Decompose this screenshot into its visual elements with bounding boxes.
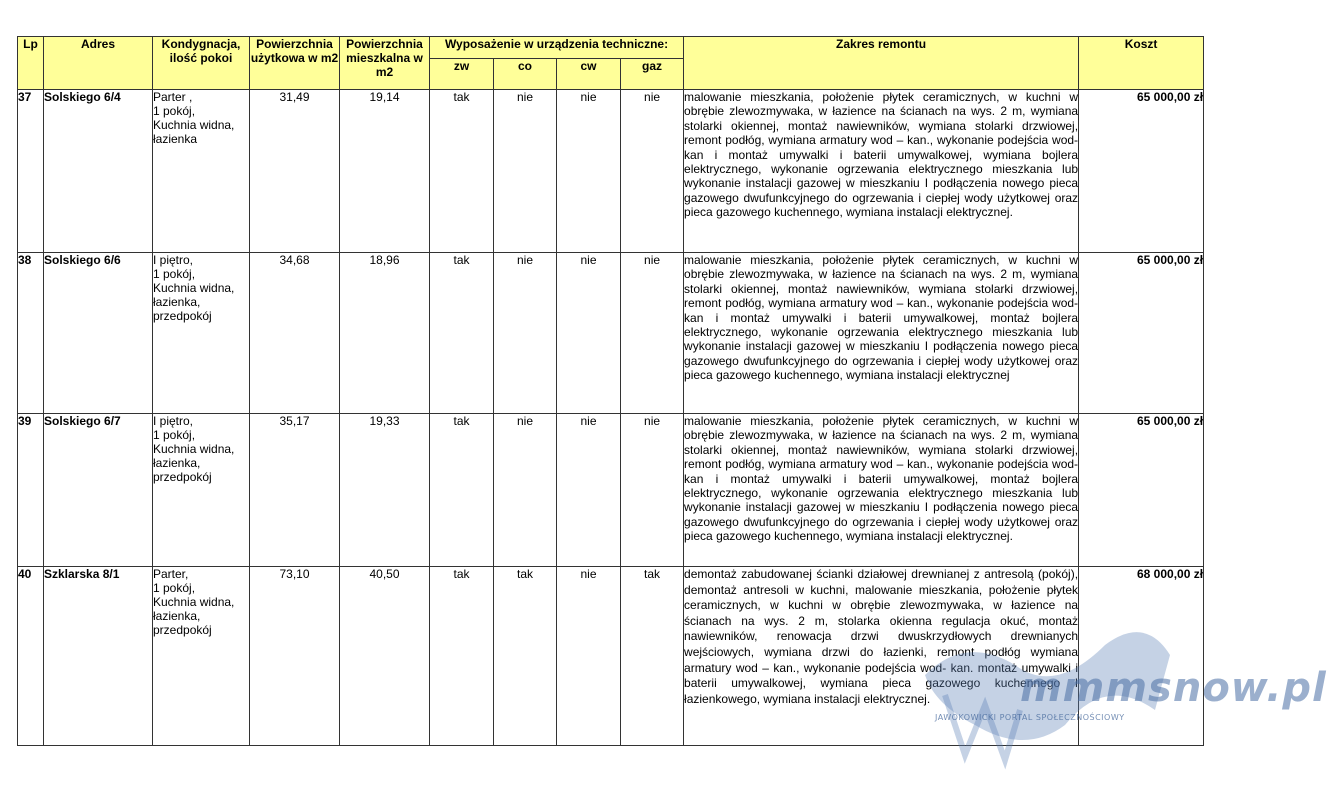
row-co: nie <box>494 414 557 567</box>
row-cw: nie <box>557 414 621 567</box>
header-co: co <box>494 59 557 90</box>
row-co: nie <box>494 90 557 253</box>
row-gaz: nie <box>621 253 684 414</box>
row-cw: nie <box>557 90 621 253</box>
row-co: nie <box>494 253 557 414</box>
row-zakres: malowanie mieszkania, położenie płytek ceramicznych, w kuchni w obrębie zlewozmywaka, w łazience na ścianach na wys. 2 m, wymiana stolarki okiennej, montaż nawiewników, wymiana stolarki drzwiowej, remont podłóg, wymiana armatury wod – kan., wykonanie podejścia wod- kan i montaż umywalki i baterii umywalkowej, montaż bojlera elektrycznego, wykonanie ogrzewania elektrycznego mieszkania lub wykonanie instalacji gazowej w mieszkaniu I podłączenia nowego pieca gazowego dwufunkcyjnego do ogrzewania i ciepłej wody użytkowej oraz pieca gazowego kuchennego, wymiana instalacji elektrycznej. <box>684 414 1079 567</box>
row-kondygnacja: I piętro, 1 pokój, Kuchnia widna, łazienka, przedpokój <box>153 414 250 567</box>
row-kondygnacja: Parter , 1 pokój, Kuchnia widna, łazienka <box>153 90 250 253</box>
row-lp: 40 <box>18 567 44 746</box>
row-zw: tak <box>430 90 494 253</box>
row-zakres: malowanie mieszkania, położenie płytek ceramicznych, w kuchni w obrębie zlewozmywaka, w łazience na ścianach na wys. 2 m, wymiana stolarki okiennej, montaż nawiewników, wymiana stolarki drzwiowej, remont podłóg, wymiana armatury wod – kan., wykonanie podejścia wod- kan i montaż umywalki i baterii umywalkowej, wymiana bojlera elektrycznego, wykonanie ogrzewania elektrycznego mieszkania lub wykonanie instalacji gazowej w mieszkaniu I podłączenia nowego pieca gazowego dwufunkcyjnego do ogrzewania i ciepłej wody użytkowej oraz pieca gazowego kuchennego, wymiana instalacji elektrycznej. <box>684 90 1079 253</box>
renovation-table <box>17 36 1204 746</box>
row-cw: nie <box>557 567 621 746</box>
watermark-text: mmmsnow.pl <box>1020 665 1327 711</box>
header-cw: cw <box>557 59 621 90</box>
row-gaz: nie <box>621 414 684 567</box>
row-pow-uzytkowa: 34,68 <box>250 253 340 414</box>
header-adres: Adres <box>44 37 153 90</box>
row-kondygnacja: I piętro, 1 pokój, Kuchnia widna, łazienka, przedpokój <box>153 253 250 414</box>
row-kondygnacja: Parter, 1 pokój, Kuchnia widna, łazienka, przedpokój <box>153 567 250 746</box>
row-zw: tak <box>430 414 494 567</box>
header-pow-uzytkowa: Powierzchnia użytkowa w m2 <box>250 37 340 90</box>
header-kondygnacja: Kondygnacja, ilość pokoi <box>153 37 250 90</box>
header-koszt: Koszt <box>1079 37 1204 90</box>
header-lp: Lp <box>18 37 44 90</box>
watermark-subtext: JAWOKOWICKI PORTAL SPOŁECZNOŚCIOWY <box>935 713 1125 722</box>
table-row <box>18 90 1204 253</box>
row-pow-uzytkowa: 73,10 <box>250 567 340 746</box>
row-pow-mieszkalna: 19,33 <box>340 414 430 567</box>
header-pow-mieszkalna: Powierzchnia mieszkalna w m2 <box>340 37 430 90</box>
row-pow-mieszkalna: 18,96 <box>340 253 430 414</box>
row-koszt: 68 000,00 zł <box>1079 567 1204 746</box>
row-koszt: 65 000,00 zł <box>1079 253 1204 414</box>
row-adres: Solskiego 6/6 <box>44 253 153 414</box>
row-gaz: tak <box>621 567 684 746</box>
row-lp: 39 <box>18 414 44 567</box>
row-pow-uzytkowa: 31,49 <box>250 90 340 253</box>
row-adres: Solskiego 6/4 <box>44 90 153 253</box>
row-koszt: 65 000,00 zł <box>1079 414 1204 567</box>
row-lp: 38 <box>18 253 44 414</box>
header-wyposazenie: Wyposażenie w urządzenia techniczne: <box>430 37 684 59</box>
row-gaz: nie <box>621 90 684 253</box>
row-pow-mieszkalna: 19,14 <box>340 90 430 253</box>
header-zw: zw <box>430 59 494 90</box>
row-zakres: malowanie mieszkania, położenie płytek ceramicznych, w kuchni w obrębie zlewozmywaka, w łazience na ścianach na wys. 2 m, wymiana stolarki okiennej, montaż nawiewników, wymiana stolarki drzwiowej, remont podłóg, wymiana armatury wod – kan., wykonanie podejścia wod- kan i montaż umywalki i baterii umywalkowej, montaż bojlera elektrycznego, wykonanie ogrzewania elektrycznego mieszkania lub wykonanie instalacji gazowej w mieszkaniu I podłączenia nowego pieca gazowego dwufunkcyjnego do ogrzewania i ciepłej wody użytkowej oraz pieca gazowego kuchennego, wymiana instalacji elektrycznej <box>684 253 1079 414</box>
row-adres: Szklarska 8/1 <box>44 567 153 746</box>
row-lp: 37 <box>18 90 44 253</box>
header-zakres: Zakres remontu <box>684 37 1079 90</box>
row-zw: tak <box>430 567 494 746</box>
row-co: tak <box>494 567 557 746</box>
row-zw: tak <box>430 253 494 414</box>
row-zakres: demontaż zabudowanej ścianki działowej drewnianej z antresolą (pokój), demontaż antresoli w kuchni, malowanie mieszkania, położenie płytek ceramicznych, w kuchni w obrębie zlewozmywaka, w łazience na ścianach na wys. 2 m, stolarka okienna regulacja okuć, montaż nawiewników, renowacja drzwi dwuskrzydłowych drewnianych wejściowych, wymiana drzwi do łazienki, remont podłóg wymiana armatury wod – kan., wykonanie podejścia wod- kan. montaż umywalki i baterii umywalkowej, wymiana pieca gazowego kuchennego I łazienkowego, wymiana instalacji elektrycznej. <box>684 567 1079 746</box>
table-row <box>18 414 1204 567</box>
row-adres: Solskiego 6/7 <box>44 414 153 567</box>
row-koszt: 65 000,00 zł <box>1079 90 1204 253</box>
header-gaz: gaz <box>621 59 684 90</box>
row-pow-uzytkowa: 35,17 <box>250 414 340 567</box>
row-pow-mieszkalna: 40,50 <box>340 567 430 746</box>
table-row <box>18 253 1204 414</box>
row-cw: nie <box>557 253 621 414</box>
